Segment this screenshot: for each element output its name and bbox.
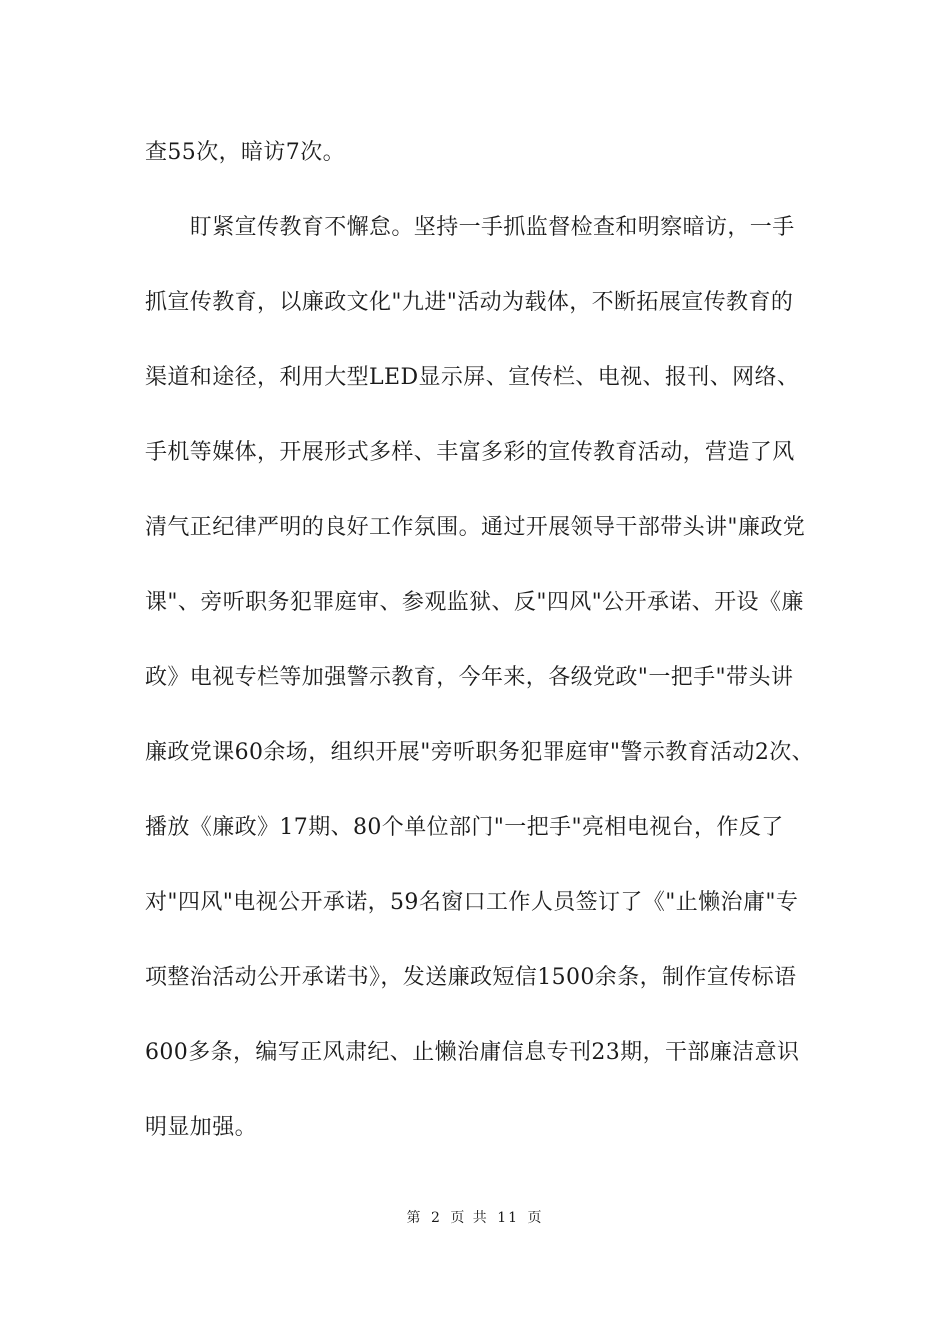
body-line: 渠道和途径，利用大型LED显示屏、宣传栏、电视、报刊、网络、 [145,365,800,390]
body-line: 项整治活动公开承诺书》，发送廉政短信1500余条，制作宣传标语 [145,965,797,990]
footer-suffix: 页 [527,1210,544,1226]
body-line: 播放《廉政》17期、80个单位部门"一把手"亮相电视台，作反了 [145,815,784,840]
body-line: 查55次，暗访7次。 [145,140,345,165]
body-line: 廉政党课60余场，组织开展"旁听职务犯罪庭审"警示教育活动2次、 [145,740,815,765]
page-footer [0,1209,950,1227]
body-line: 盯紧宣传教育不懈怠。坚持一手抓监督检查和明察暗访，一手 [145,215,795,240]
body-line: 抓宣传教育，以廉政文化"九进"活动为载体，不断拓展宣传教育的 [145,290,794,315]
body-line: 政》电视专栏等加强警示教育，今年来，各级党政"一把手"带头讲 [145,665,794,690]
footer-total-pages: 11 [497,1210,520,1226]
body-line: 600多条，编写正风肃纪、止懒治庸信息专刊23期，干部廉洁意识 [145,1040,800,1065]
footer-prefix: 第 [406,1210,423,1226]
footer-current-page: 2 [430,1210,442,1226]
footer-middle: 页 共 [450,1210,489,1226]
body-line: 明显加强。 [145,1115,258,1140]
body-line: 清气正纪律严明的良好工作氛围。通过开展领导干部带头讲"廉政党 [145,515,806,540]
body-line: 课"、旁听职务犯罪庭审、参观监狱、反"四风"公开承诺、开设《廉 [145,590,804,615]
body-line: 对"四风"电视公开承诺，59名窗口工作人员签订了《"止懒治庸"专 [145,890,799,915]
body-line: 手机等媒体，开展形式多样、丰富多彩的宣传教育活动，营造了风 [145,440,795,465]
